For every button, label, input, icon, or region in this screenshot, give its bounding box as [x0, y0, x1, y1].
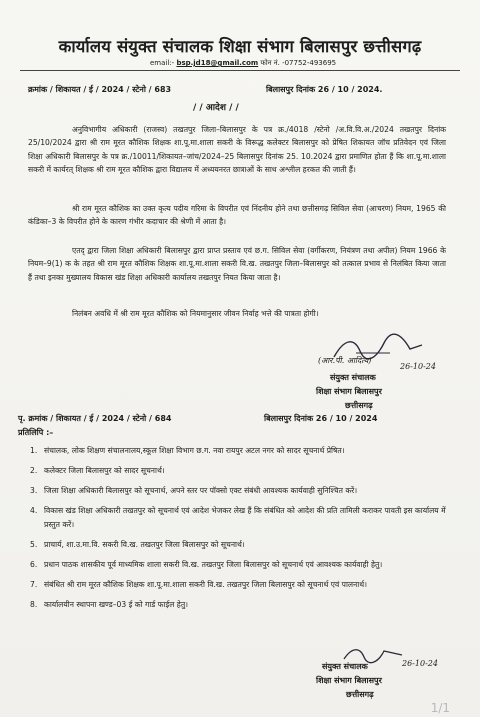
copy-reference: पृ. क्रमांक / शिकायत / ई / 2024 / स्टेनो / 684 [18, 414, 172, 423]
order-reference: क्रमांक / शिकायत / ई / 2024 / स्टेनो / 683 [28, 85, 172, 94]
order-paragraph-3: एतद् द्वारा जिला शिक्षा अधिकारी बिलासपुर द्वारा प्राप्त प्रस्ताव एवं छ.ग. सिविल सेवा (वर्गीकरण, नियंत्रण तथा अपील) नियम 1966 के नियम–9(1) क के तहत श्री राम मूरत कौशिक शिक्षक शा.पू.मा.शाला सकरी वि.ख. तखतपुर जिला–बिलासपुर को तत्काल प्रभाव से निलंबित किया जाता हैं तथा इनका मुख्यालय विकास खंड शिक्षा अधिकारी कार्यालय तखतपुर नियत किया जाता है। [28, 246, 446, 282]
order-paragraph-4: निलंबन अवधि में श्री राम मूरत कौशिक को नियमानुसार जीवन निर्वाह भत्ते की पात्रता होगी। [72, 309, 319, 318]
contact-line [150, 59, 336, 68]
list-item: 7. संबंधित श्री राम मूरत कौशिक शिक्षक शा.पू.मा.शाला सकरी वि.ख. तखतपुर जिला बिलासपुर को सूचनार्थ एवं पालनार्थ। [30, 580, 367, 589]
phone-number: फोन नं. -07752-493695 [260, 59, 337, 67]
list-item: 3. जिला शिक्षा अधिकारी बिलासपुर को सूचनार्थ, अपने स्तर पर पॉक्सो एक्ट संबंधी आवश्यक कार्यवाही सुनिश्चित करें। [30, 486, 358, 495]
list-item: 5. प्राचार्य, शा.उ.मा.वि. सकरी वि.ख. तखतपुर जिला बिलासपुर को सूचनार्थ। [30, 540, 245, 549]
order-paragraph-1: अनुविभागीय अधिकारी (राजस्व) तखतपुर जिला–बिलासपुर के पत्र क्र./4018 /स्टेनो /अ.वि.वि.अ./2024 तखतपुर दिनांक 25/10/2024 द्वारा श्री राम मूरत कौशिक शिक्षक शा.पू.मा.शाला सकरी के विरूद्ध कलेक्टर बिलासपुर को प्रेषित शिकायत जॉच प्रतिवेदन एवं जिला शिक्षा अधिकारी बिलासपुर के पत्र क्र./10011/शिकायत–जांच/2024–25 बिलासपुर दिनांक 25. 10.2024 द्वारा प्रमाणित होता हैं कि शा.पू.मा.शाला सकरी में कार्यरत् शिक्षक श्री राम मूरत कौशिक द्वारा विद्यालय में अध्ययनरत छात्राओं के साथ अश्लील हरकत की जाती हैं। [28, 125, 446, 175]
copy-signature-office: शिक्षा संभाग बिलासपुर [316, 676, 382, 685]
copy-distribution-list [22, 444, 462, 618]
list-item: 6. प्रधान पाठक शासकीय पूर्व माध्यमिक शाला सकरी वि.ख. तखतपुर जिला बिलासपुर को सूचनार्थ एवं आवश्यक कार्यवाही हेतु। [30, 560, 383, 569]
order-signature-date: 26-10-24 [400, 362, 436, 371]
copy-signature-state: छत्तीसगढ़ [346, 690, 374, 699]
order-heading: / / आदेश / / [193, 103, 239, 113]
copy-place-date: बिलासपुर दिनांक 26 / 10 / 2024 [264, 414, 378, 423]
list-item: 8. कार्यालयीन स्थापना खण्ड–03 ई को गार्ड फाईल हेतु। [30, 600, 189, 609]
order-signature-name: (आर.पी. आदित्य) [318, 356, 372, 365]
list-item: 4. विकास खंड शिक्षा अधिकारी तखतपुर को सूचनार्थ एवं आदेश भेजकर लेख हैं कि संबंधित को आदेश की प्रति तामिली कराकर पावती इस कार्यालय में प्रस्तुत करें। [30, 506, 446, 529]
office-title: कार्यालय संयुक्त संचालक शिक्षा संभाग बिलासपुर छत्तीसगढ़ [58, 37, 422, 56]
copy-signature-date: 26-10-24 [402, 659, 438, 668]
page-indicator: 1/1 [430, 701, 450, 715]
email-label: email:- [150, 59, 175, 67]
order-place-date: बिलासपुर दिनांक 26 / 10 / 2024. [266, 85, 383, 94]
copy-signature-designation: संयुक्त संचालक [322, 662, 368, 671]
order-signature-state: छत्तीसगढ़ [345, 401, 373, 410]
list-item: 2. कलेक्टर जिला बिलासपुर को सादर सूचनार्थ। [30, 466, 165, 475]
header-rule [20, 70, 460, 71]
copy-label: प्रतिलिपि :– [18, 428, 54, 437]
email-address: bsp.jd18@gmail.com [176, 59, 259, 67]
order-paragraph-2: श्री राम मूरत कौशिक का उक्त कृत्य पदीय गरिमा के विपरीत एवं निंदनीय होने तथा छत्तीसगढ़ सिविल सेवा (आचरण) नियम, 1965 की कंडिका–3 के विपरीत होने के कारण गंभीर कदाचार की श्रेणी में आता है। [28, 204, 446, 227]
list-item: 1. संचालक, लोक शिक्षण संचालनालय,स्कूल शिक्षा विभाग छ.ग. नवा रायपुर अटल नगर को सादर सूचनार्थ प्रेषित। [30, 446, 345, 455]
order-signature-designation: संयुक्त संचालक [330, 373, 376, 382]
order-signature-office: शिक्षा संभाग बिलासपुर [316, 387, 382, 396]
